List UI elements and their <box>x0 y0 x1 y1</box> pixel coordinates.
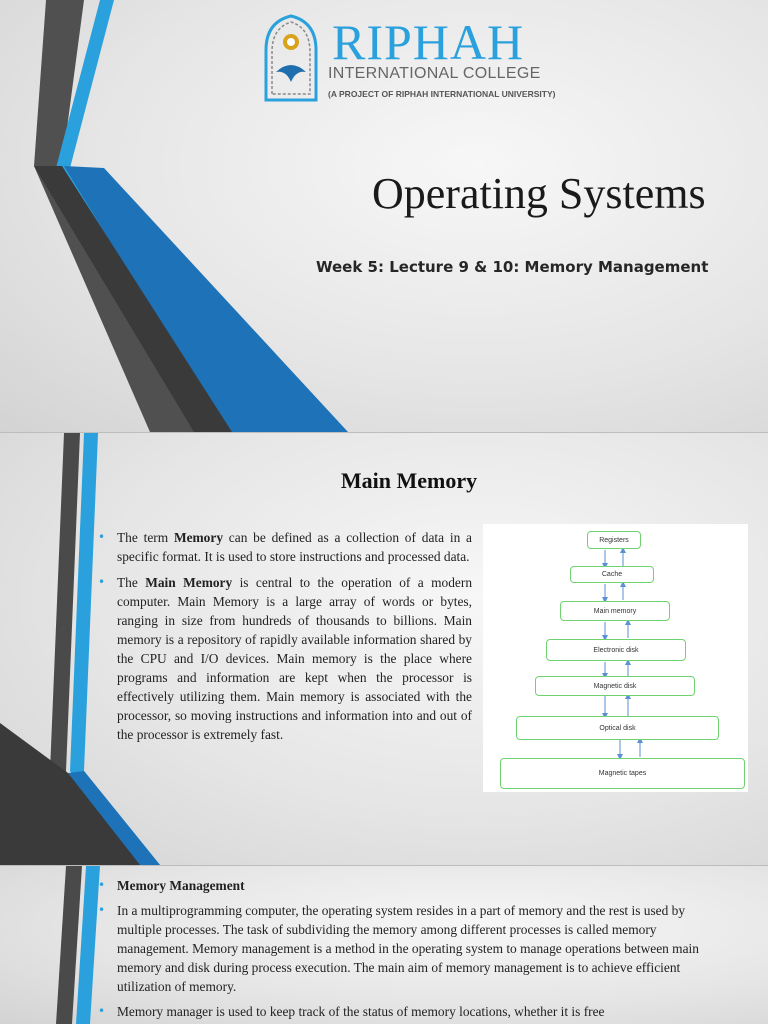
list-item: • The Main Memory is central to the operation of a modern computer. Main Memory is a large array of words or bytes, ranging in size from hundreds of thousands to billions. Main memory is a repository of rapidly available information shared by the CPU and I/O devices. Main memory is the place where programs and information are kept when the processor is effectively utilizing them. Main memory is associated with the processor, so moving instructions and information into and out of the processor is extremely fast. <box>98 575 473 742</box>
bullet-icon: • <box>98 530 106 544</box>
slide-memory-management <box>0 866 768 1024</box>
slide-title-text: Operating Systems <box>372 169 706 218</box>
hierarchy-level-registers: Registers <box>587 531 641 549</box>
bullet-icon: • <box>98 1004 106 1018</box>
slide-heading: Main Memory <box>340 468 478 493</box>
hierarchy-level-main-memory: Main memory <box>560 601 670 621</box>
hierarchy-level-cache: Cache <box>570 566 654 583</box>
list-item: • Memory Management <box>98 878 245 893</box>
hierarchy-level-magnetic-disk: Magnetic disk <box>535 676 695 696</box>
slide-subtitle: Week 5: Lecture 9 & 10: Memory Management <box>316 258 709 276</box>
bullet-icon: • <box>98 903 106 917</box>
hierarchy-level-magnetic-tapes: Magnetic tapes <box>500 758 745 789</box>
slide-main-memory <box>0 433 768 865</box>
list-item: • Memory manager is used to keep track of the status of memory locations, whether it is free <box>98 1004 605 1019</box>
list-item: • In a multiprogramming computer, the operating system resides in a part of memory and the rest is used by multiple processes. The task of subdividing the memory among different processes is called memory management. Memory management is a method in the operating system to manage operations between main memory and disk during process execution. The main aim of memory management is to achieve efficient utilization of memory. <box>98 903 699 994</box>
bullet-icon: • <box>98 575 106 589</box>
slide-title <box>0 0 768 432</box>
logo-name: RIPHAH <box>332 14 525 70</box>
list-item: • The term Memory can be defined as a collection of data in a specific format. It is used to store instructions and processed data. <box>98 530 472 564</box>
riphah-logo <box>256 10 556 100</box>
logo-subtitle: INTERNATIONAL COLLEGE <box>328 65 541 82</box>
logo-note: (A PROJECT OF RIPHAH INTERNATIONAL UNIVERSITY) <box>328 89 556 99</box>
bullet-list <box>98 528 472 751</box>
bullet-icon: • <box>98 878 106 892</box>
crest-icon <box>256 14 326 104</box>
memory-hierarchy-diagram <box>483 524 748 792</box>
hierarchy-level-electronic-disk: Electronic disk <box>546 639 686 661</box>
hierarchy-level-optical-disk: Optical disk <box>516 716 719 740</box>
bullet-list <box>98 876 712 1024</box>
